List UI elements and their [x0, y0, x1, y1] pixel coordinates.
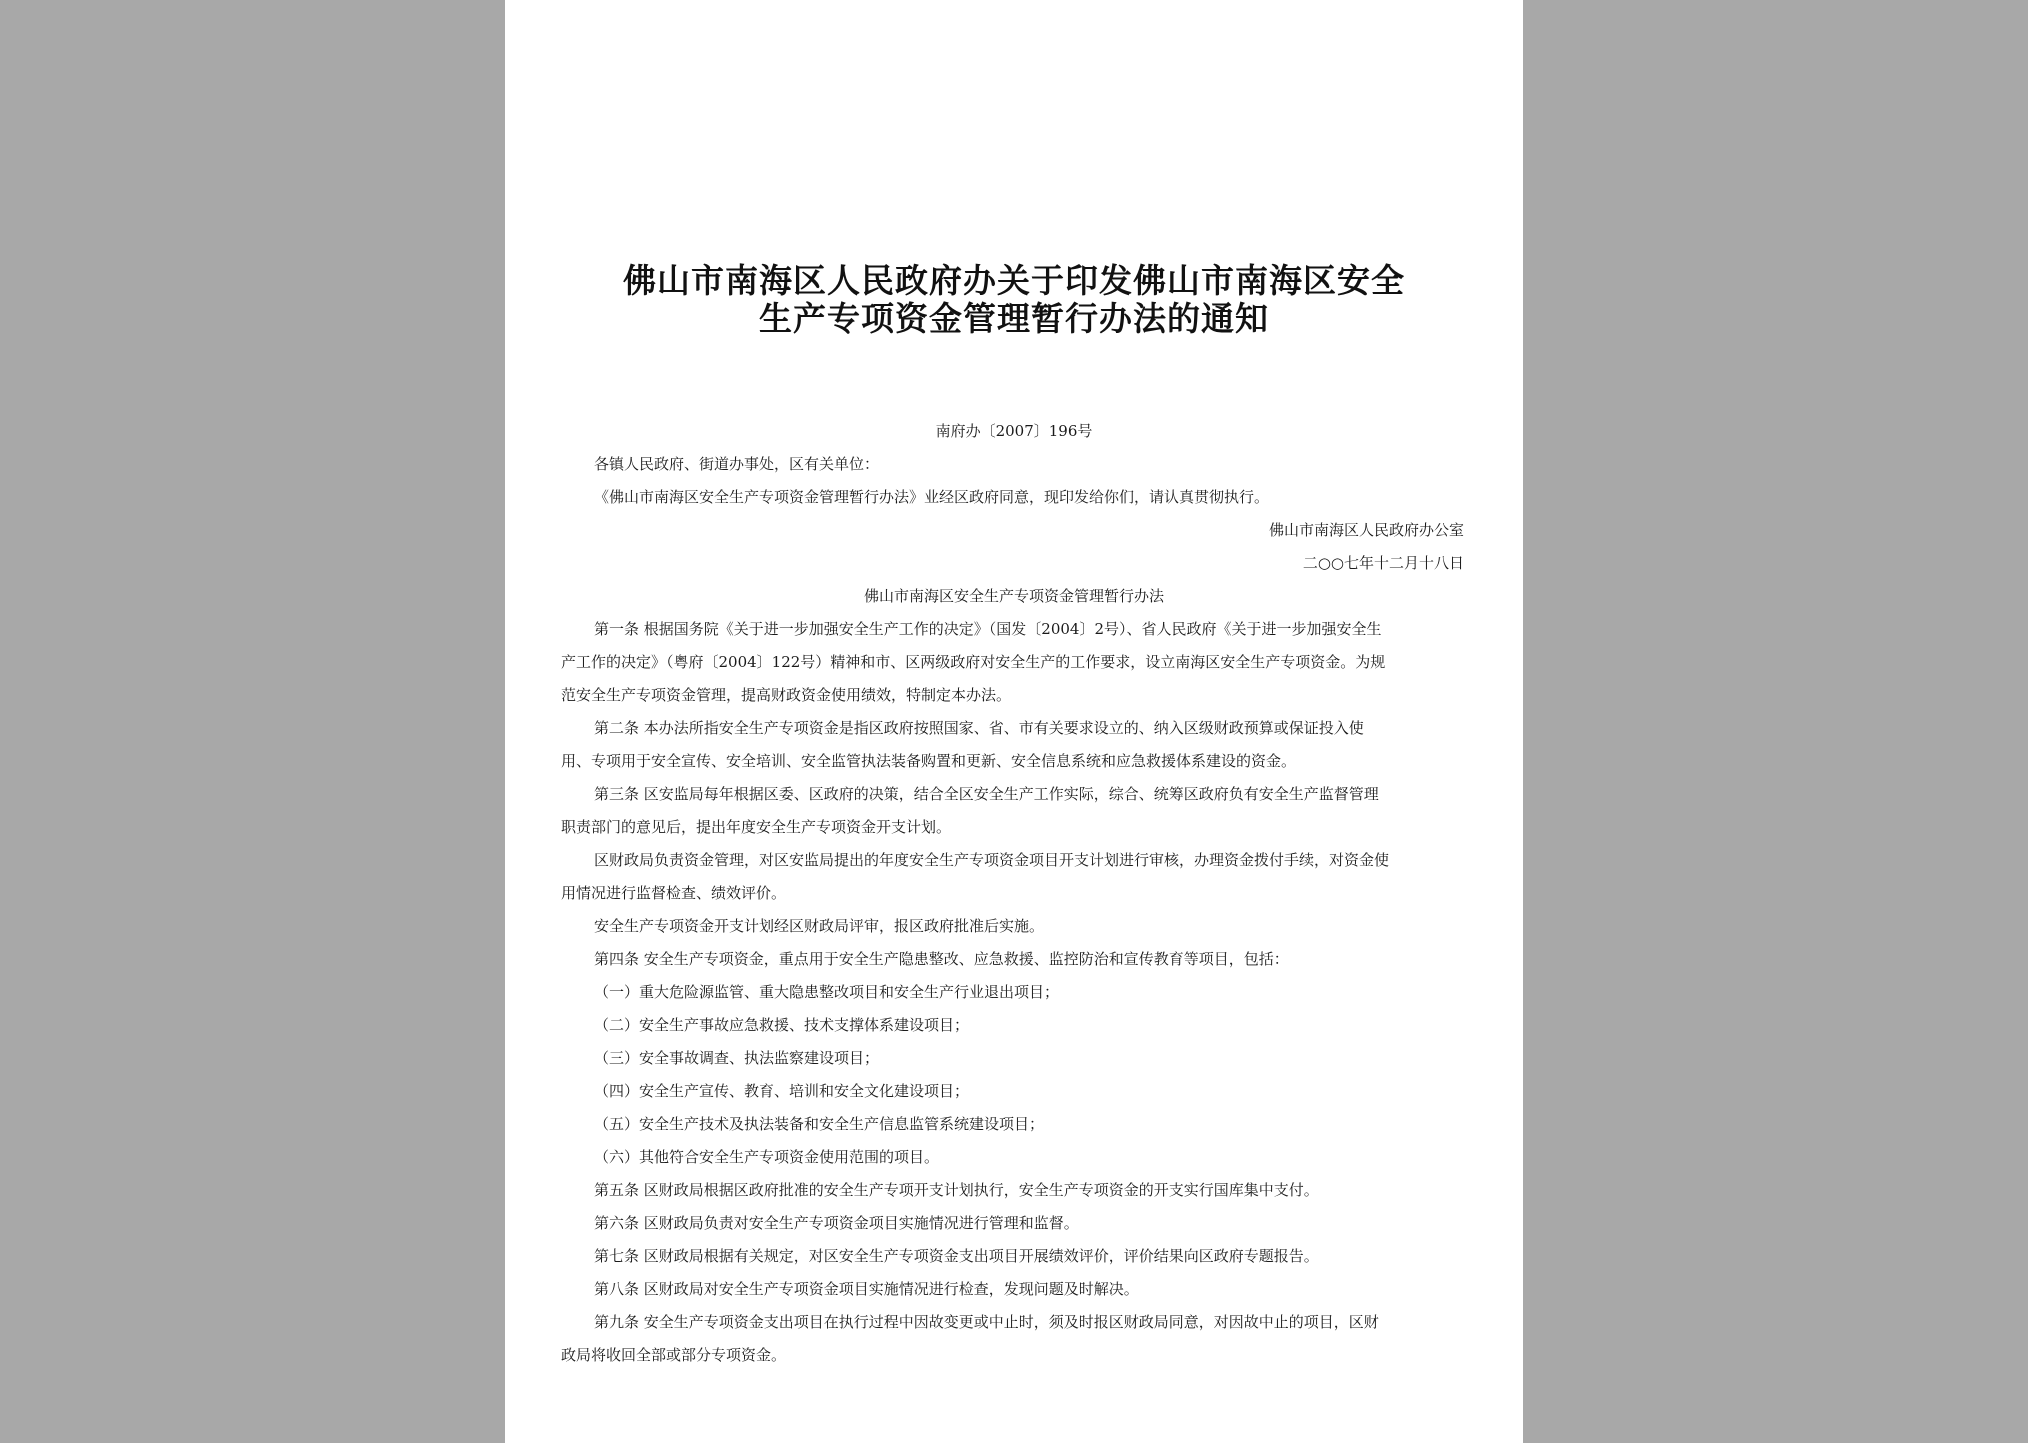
body-line: （二）安全生产事故应急救援、技术支撑体系建设项目；: [594, 1016, 970, 1034]
addressee: 各镇人民政府、街道办事处，区有关单位：: [594, 455, 880, 473]
body-line: 第五条 区财政局根据区政府批准的安全生产专项开支计划执行，安全生产专项资金的开支实行国库集中支付。: [594, 1181, 1319, 1199]
issue-date: 二○○七年十二月十八日: [1302, 554, 1464, 572]
title-line: 佛山市南海区人民政府办关于印发佛山市南海区安全: [623, 261, 1405, 300]
body-line: 职责部门的意见后，提出年度安全生产专项资金开支计划。: [561, 818, 952, 836]
title-line: 生产专项资金管理暂行办法的通知: [759, 299, 1269, 338]
document-title: [545, 262, 1483, 338]
body-line: 产工作的决定》（粤府〔2004〕122号）精神和市、区两级政府对安全生产的工作要求，设立南海区安全生产专项资金。为规: [561, 653, 1386, 671]
body-line: 区财政局负责资金管理，对区安监局提出的年度安全生产专项资金项目开支计划进行审核，办理资金拨付手续，对资金使: [594, 851, 1390, 869]
body-line: 第七条 区财政局根据有关规定，对区安全生产专项资金支出项目开展绩效评价，评价结果向区政府专题报告。: [594, 1247, 1319, 1265]
body-line: 第六条 区财政局负责对安全生产专项资金项目实施情况进行管理和监督。: [594, 1214, 1079, 1232]
body-line: 第九条 安全生产专项资金支出项目在执行过程中因故变更或中止时，须及时报区财政局同意，对因故中止的项目，区财: [594, 1313, 1379, 1331]
body-line: （三）安全事故调查、执法监察建设项目；: [594, 1049, 880, 1067]
body-line: 第三条 区安监局每年根据区委、区政府的决策，结合全区安全生产工作实际，综合、统筹区政府负有安全生产监督管理: [594, 785, 1379, 803]
body-line: 安全生产专项资金开支计划经区财政局评审，报区政府批准后实施。: [594, 917, 1045, 935]
body-line: 第四条 安全生产专项资金，重点用于安全生产隐患整改、应急救援、监控防治和宣传教育等项目，包括：: [594, 950, 1289, 968]
issuer: 佛山市南海区人民政府办公室: [1268, 521, 1464, 539]
body-line: （六）其他符合安全生产专项资金使用范围的项目。: [594, 1148, 940, 1166]
body-line: 政局将收回全部或部分专项资金。: [561, 1346, 787, 1364]
body-line: 用、专项用于安全宣传、安全培训、安全监管执法装备购置和更新、安全信息系统和应急救援体系建设的资金。: [561, 752, 1297, 770]
body-line: 第一条 根据国务院《关于进一步加强安全生产工作的决定》（国发〔2004〕2号）、省人民政府《关于进一步加强安全生: [594, 620, 1382, 638]
body-line: （五）安全生产技术及执法装备和安全生产信息监管系统建设项目；: [594, 1115, 1045, 1133]
body-line: （一）重大危险源监管、重大隐患整改项目和安全生产行业退出项目；: [594, 983, 1060, 1001]
body-line: 第八条 区财政局对安全生产专项资金项目实施情况进行检查，发现问题及时解决。: [594, 1280, 1139, 1298]
doc-number: 南府办〔2007〕196号: [935, 422, 1093, 440]
body-line: 用情况进行监督检查、绩效评价。: [561, 884, 787, 902]
body-line: 第二条 本办法所指安全生产专项资金是指区政府按照国家、省、市有关要求设立的、纳入区级财政预算或保证投入使: [594, 719, 1364, 737]
intro-paragraph: 《佛山市南海区安全生产专项资金管理暂行办法》业经区政府同意，现印发给你们，请认真贯彻执行。: [594, 488, 1270, 506]
body-line: 范安全生产专项资金管理，提高财政资金使用绩效，特制定本办法。: [561, 686, 1012, 704]
document-page: [505, 0, 1523, 1443]
regulation-subtitle: 佛山市南海区安全生产专项资金管理暂行办法: [863, 587, 1164, 605]
body-line: （四）安全生产宣传、教育、培训和安全文化建设项目；: [594, 1082, 970, 1100]
